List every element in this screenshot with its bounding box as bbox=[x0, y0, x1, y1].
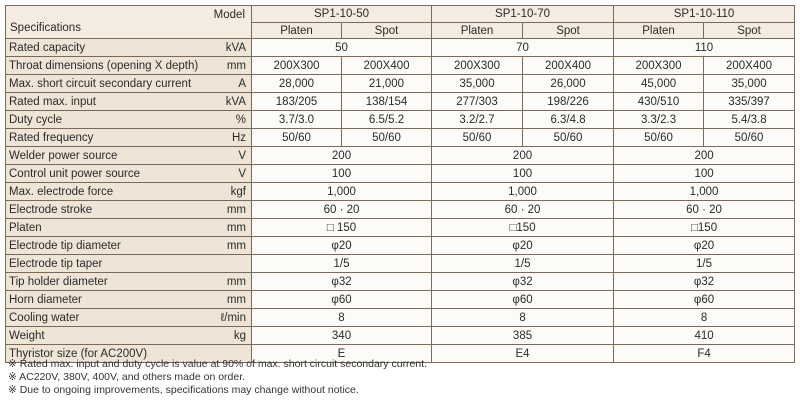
spec-unit: kg bbox=[233, 329, 246, 342]
spec-value: 26,000 bbox=[523, 75, 614, 93]
spec-value: 1/5 bbox=[432, 255, 614, 273]
spec-label-cell bbox=[6, 147, 252, 165]
spec-value: 8 bbox=[252, 309, 432, 327]
spec-name: Electrode tip diameter bbox=[9, 239, 121, 252]
spec-row bbox=[6, 291, 795, 309]
spec-value: 35,000 bbox=[704, 75, 795, 93]
spec-label-cell bbox=[6, 219, 252, 237]
spec-unit: Hz bbox=[231, 131, 246, 144]
spec-value: 200X300 bbox=[252, 57, 342, 75]
spec-value: 385 bbox=[432, 327, 614, 345]
spec-unit: ℓ/min bbox=[220, 311, 246, 324]
specifications-label: Specifications bbox=[10, 22, 81, 34]
spec-value: 6.5/5.2 bbox=[342, 111, 432, 129]
spec-unit: kVA bbox=[225, 95, 246, 108]
spec-label-cell bbox=[6, 111, 252, 129]
spec-label-cell bbox=[6, 201, 252, 219]
spec-value: 110 bbox=[614, 39, 795, 57]
spec-unit: V bbox=[238, 167, 246, 180]
model-header: SP1-10-50 bbox=[252, 6, 432, 23]
type-header: Platen bbox=[432, 23, 523, 39]
spec-value: F4 bbox=[614, 345, 795, 363]
model-label: Model bbox=[213, 9, 245, 21]
spec-row bbox=[6, 111, 795, 129]
spec-value: 60 · 20 bbox=[432, 201, 614, 219]
spec-value: φ32 bbox=[252, 273, 432, 291]
spec-row bbox=[6, 57, 795, 75]
spec-row bbox=[6, 75, 795, 93]
spec-value: 340 bbox=[252, 327, 432, 345]
spec-name: Cooling water bbox=[9, 311, 80, 324]
spec-value: 430/510 bbox=[614, 93, 704, 111]
spec-label-cell bbox=[6, 57, 252, 75]
spec-value: 70 bbox=[432, 39, 614, 57]
spec-value: 1,000 bbox=[432, 183, 614, 201]
spec-value: 200X400 bbox=[704, 57, 795, 75]
spec-name: Rated max. input bbox=[9, 95, 96, 108]
spec-value: 50/60 bbox=[252, 129, 342, 147]
spec-label-cell bbox=[6, 183, 252, 201]
spec-value: 35,000 bbox=[432, 75, 523, 93]
spec-row bbox=[6, 237, 795, 255]
spec-name: Electrode tip taper bbox=[9, 257, 103, 270]
footnotes bbox=[8, 358, 427, 397]
spec-name: Rated capacity bbox=[9, 41, 86, 54]
spec-value: 50/60 bbox=[614, 129, 704, 147]
model-header: SP1-10-70 bbox=[432, 6, 614, 23]
spec-row bbox=[6, 201, 795, 219]
spec-name: Weight bbox=[9, 329, 45, 342]
spec-value: 335/397 bbox=[704, 93, 795, 111]
model-header: SP1-10-110 bbox=[614, 6, 795, 23]
spec-value: □ 150 bbox=[252, 219, 432, 237]
spec-unit: % bbox=[235, 113, 246, 126]
spec-row bbox=[6, 93, 795, 111]
spec-unit: mm bbox=[226, 275, 246, 288]
spec-value: 50/60 bbox=[704, 129, 795, 147]
spec-table bbox=[5, 5, 795, 363]
spec-name: Platen bbox=[9, 221, 42, 234]
spec-row bbox=[6, 39, 795, 57]
spec-value: φ32 bbox=[614, 273, 795, 291]
spec-name: Horn diameter bbox=[9, 293, 82, 306]
spec-row bbox=[6, 255, 795, 273]
spec-name: Electrode stroke bbox=[9, 203, 93, 216]
spec-value: 100 bbox=[252, 165, 432, 183]
spec-value: 200X400 bbox=[523, 57, 614, 75]
spec-value: 200 bbox=[614, 147, 795, 165]
spec-name: Control unit power source bbox=[9, 167, 141, 180]
spec-row bbox=[6, 183, 795, 201]
spec-value: φ60 bbox=[252, 291, 432, 309]
spec-value: 410 bbox=[614, 327, 795, 345]
spec-label-cell bbox=[6, 309, 252, 327]
spec-value: 1,000 bbox=[252, 183, 432, 201]
spec-value: 138/154 bbox=[342, 93, 432, 111]
spec-row bbox=[6, 129, 795, 147]
header-row-models bbox=[6, 6, 795, 23]
spec-name: Max. short circuit secondary current bbox=[9, 77, 192, 90]
spec-value: □150 bbox=[432, 219, 614, 237]
spec-unit: kVA bbox=[225, 41, 246, 54]
type-header: Platen bbox=[252, 23, 342, 39]
spec-unit: mm bbox=[226, 203, 246, 216]
spec-value: 45,000 bbox=[614, 75, 704, 93]
spec-value: 50/60 bbox=[342, 129, 432, 147]
footnote: ※ AC220V, 380V, 400V, and others made on order. bbox=[8, 371, 246, 383]
spec-label-cell bbox=[6, 129, 252, 147]
spec-row bbox=[6, 309, 795, 327]
spec-value: 50/60 bbox=[432, 129, 523, 147]
footnote: ※ Due to ongoing improvements, specifications may change without notice. bbox=[8, 384, 359, 396]
spec-row bbox=[6, 327, 795, 345]
spec-value: 198/226 bbox=[523, 93, 614, 111]
spec-value: 277/303 bbox=[432, 93, 523, 111]
spec-value: 5.4/3.8 bbox=[704, 111, 795, 129]
spec-value: 1/5 bbox=[614, 255, 795, 273]
spec-value: 50/60 bbox=[523, 129, 614, 147]
spec-name: Thyristor size (for AC200V) bbox=[9, 347, 148, 360]
spec-unit: mm bbox=[226, 239, 246, 252]
spec-unit: A bbox=[238, 77, 246, 90]
footnote: ※ Rated max. input and duty cycle is value at 90% of max. short circuit secondary current. bbox=[8, 358, 428, 370]
spec-value: 183/205 bbox=[252, 93, 342, 111]
spec-value: 100 bbox=[432, 165, 614, 183]
spec-label-cell bbox=[6, 273, 252, 291]
spec-value: 200 bbox=[252, 147, 432, 165]
spec-value: φ20 bbox=[614, 237, 795, 255]
spec-value: 60 · 20 bbox=[252, 201, 432, 219]
spec-value: 50 bbox=[252, 39, 432, 57]
spec-row bbox=[6, 147, 795, 165]
type-header: Spot bbox=[342, 23, 432, 39]
spec-row bbox=[6, 165, 795, 183]
spec-name: Max. electrode force bbox=[9, 185, 114, 198]
spec-row bbox=[6, 273, 795, 291]
spec-value: 6.3/4.8 bbox=[523, 111, 614, 129]
spec-row bbox=[6, 219, 795, 237]
spec-value: 1,000 bbox=[614, 183, 795, 201]
spec-value: 3.7/3.0 bbox=[252, 111, 342, 129]
spec-label-cell bbox=[6, 291, 252, 309]
spec-label-cell bbox=[6, 327, 252, 345]
type-header: Spot bbox=[523, 23, 614, 39]
type-header: Platen bbox=[614, 23, 704, 39]
spec-value: 200 bbox=[432, 147, 614, 165]
spec-label-cell bbox=[6, 39, 252, 57]
spec-unit: V bbox=[238, 149, 246, 162]
spec-label-cell bbox=[6, 255, 252, 273]
spec-label-cell bbox=[6, 75, 252, 93]
spec-value: 200X400 bbox=[342, 57, 432, 75]
spec-value: 200X300 bbox=[614, 57, 704, 75]
spec-value: φ20 bbox=[432, 237, 614, 255]
spec-unit: mm bbox=[226, 221, 246, 234]
spec-value: φ32 bbox=[432, 273, 614, 291]
spec-unit: mm bbox=[226, 59, 246, 72]
spec-label-cell bbox=[6, 93, 252, 111]
spec-value: □150 bbox=[614, 219, 795, 237]
spec-value: 100 bbox=[614, 165, 795, 183]
spec-value: 1/5 bbox=[252, 255, 432, 273]
spec-unit: kgf bbox=[230, 185, 246, 198]
spec-name: Welder power source bbox=[9, 149, 118, 162]
spec-value: 60 · 20 bbox=[614, 201, 795, 219]
spec-name: Throat dimensions (opening X depth) bbox=[9, 59, 199, 72]
spec-value: φ60 bbox=[432, 291, 614, 309]
spec-value: E bbox=[252, 345, 432, 363]
spec-value: 28,000 bbox=[252, 75, 342, 93]
spec-label-cell bbox=[6, 237, 252, 255]
spec-value: 200X300 bbox=[432, 57, 523, 75]
spec-name: Duty cycle bbox=[9, 113, 63, 126]
corner-header bbox=[6, 6, 252, 39]
spec-value: φ20 bbox=[252, 237, 432, 255]
spec-value: 3.3/2.3 bbox=[614, 111, 704, 129]
spec-value: 8 bbox=[614, 309, 795, 327]
spec-value: E4 bbox=[432, 345, 614, 363]
spec-name: Rated frequency bbox=[9, 131, 94, 144]
spec-value: 21,000 bbox=[342, 75, 432, 93]
spec-value: 3.2/2.7 bbox=[432, 111, 523, 129]
spec-unit: mm bbox=[226, 293, 246, 306]
type-header: Spot bbox=[704, 23, 795, 39]
spec-label-cell bbox=[6, 165, 252, 183]
spec-value: 8 bbox=[432, 309, 614, 327]
spec-value: φ60 bbox=[614, 291, 795, 309]
spec-name: Tip holder diameter bbox=[9, 275, 108, 288]
